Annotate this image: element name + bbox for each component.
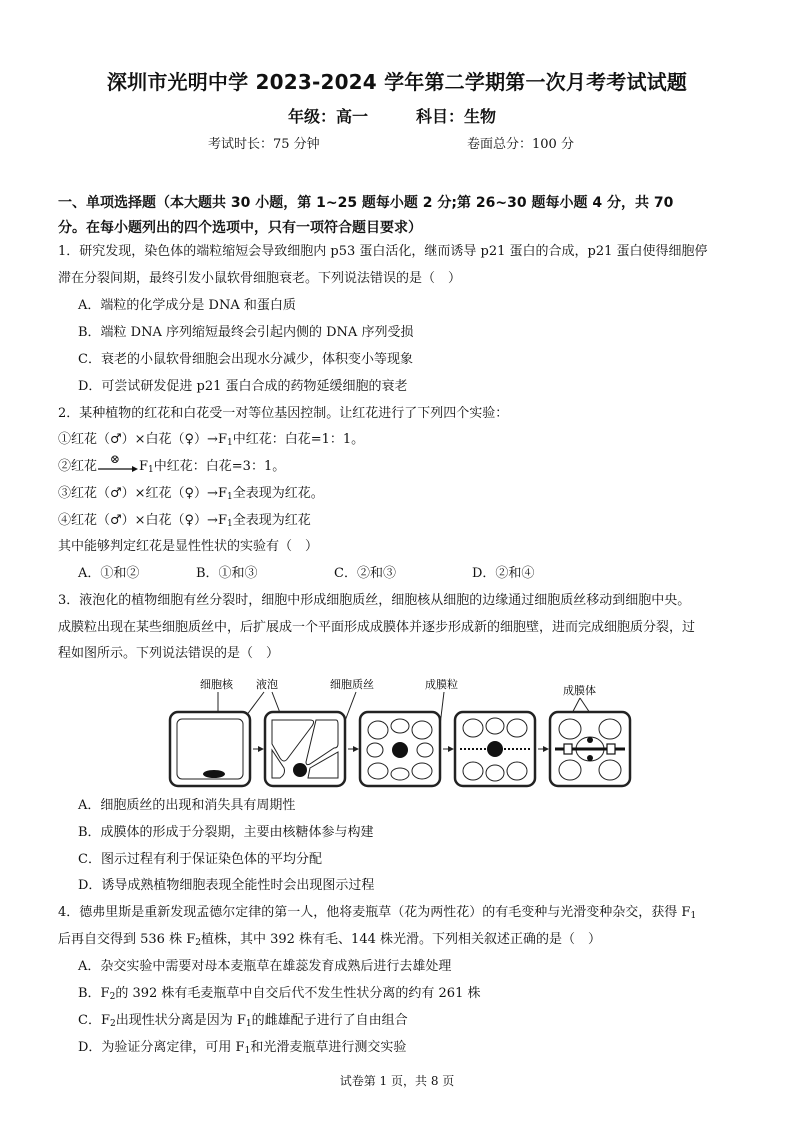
cell-stage-3 xyxy=(360,712,440,786)
q3-option-d: D．诱导成熟植物细胞表现全能性时会出现图示过程 xyxy=(78,878,375,893)
exam-duration: 考试时长：75 分钟 xyxy=(208,137,320,152)
cell-division-figure xyxy=(160,674,640,792)
q2-experiment-3: ③红花（♂）×红花$(♀)\to F_1$全表现为红花。 xyxy=(58,486,324,502)
section-heading-line2: 分。在每小题列出的四个选项中，只有一项符合题目要求） xyxy=(58,220,422,236)
q3-stem-line3: 程如图所示。下列说法错误的是（ ） xyxy=(58,646,280,661)
total-score: 卷面总分：100 分 xyxy=(467,137,574,152)
q2-option-c: C．②和③ xyxy=(334,566,396,581)
page-footer: 试卷第 1 页，共 8 页 xyxy=(339,1074,455,1088)
section-heading-line1: 一、单项选择题（本大题共 30 小题，第 1~25 题每小题 2 分;第 26~30 题每小题 4 分，共 70 xyxy=(58,195,674,211)
q4-option-d: D．为验证分离定律，可用 $F_1$和光滑麦瓶草进行测交实验 xyxy=(78,1040,407,1056)
grade-label: 年级：高一 xyxy=(288,107,369,126)
q1-option-c: C．衰老的小鼠软骨细胞会出现水分减少，体积变小等现象 xyxy=(78,352,413,367)
q1-stem-line1: 1．研究发现，染色体的端粒缩短会导致细胞内 p53 蛋白活化，继而诱导 p21 蛋白的合成，p21 蛋白使得细胞停 xyxy=(58,244,708,259)
label-vacuole: 液泡 xyxy=(256,678,278,691)
q1-option-b: B．端粒 DNA 序列缩短最终会引起内侧的 DNA 序列受损 xyxy=(78,325,414,340)
q3-option-a: A．细胞质丝的出现和消失具有周期性 xyxy=(78,798,296,813)
label-cytoplasmic-strand: 细胞质丝 xyxy=(330,678,374,691)
q1-option-d: D．可尝试研发促进 p21 蛋白合成的药物延缓细胞的衰老 xyxy=(78,379,408,394)
exam-title: 深圳市光明中学 2023-2024 学年第二学期第一次月考考试试题 xyxy=(106,70,688,94)
q4-option-c: C．$F_2$出现性状分离是因为 $F_1$的雌雄配子进行了自由组合 xyxy=(78,1013,408,1029)
label-nucleus: 细胞核 xyxy=(200,678,233,691)
cell-stage-4 xyxy=(455,712,535,786)
q4-stem-line2: 后再自交得到 536 株 $F_2$植株，其中 392 株有毛、144 株光滑。下列相关叙述正确的是（ ） xyxy=(58,932,601,948)
q4-stem-line1: 4．德弗里斯是重新发现孟德尔定律的第一人，他将麦瓶草（花为两性花）的有毛变种与光滑变种杂交，获得 $F_1$ xyxy=(58,905,697,921)
q3-option-b: B．成膜体的形成于分裂期，主要由核糖体参与构建 xyxy=(78,825,374,840)
q1-stem-line2: 滞在分裂间期，最终引发小鼠软骨细胞衰老。下列说法错误的是（ ） xyxy=(58,271,462,286)
q3-stem-line2: 成膜粒出现在某些细胞质丝中，后扩展成一个平面形成成膜体并逐步形成新的细胞壁，进而完成细胞质分裂，过 xyxy=(58,620,696,635)
label-phragmoplast-granule: 成膜粒 xyxy=(425,678,458,691)
selfing-arrow: ⊗ xyxy=(97,460,139,474)
q2-option-d: D．②和④ xyxy=(472,566,535,581)
q1-option-a: A．端粒的化学成分是 DNA 和蛋白质 xyxy=(78,298,296,313)
q2-experiment-2: ②红花 ⊗ $F_1$中红花：白花=3：1。 xyxy=(58,451,286,475)
q2-stem: 2．某种植物的红花和白花受一对等位基因控制。让红花进行了下列四个实验： xyxy=(58,406,509,421)
q2-ask: 其中能够判定红花是显性性状的实验有（ ） xyxy=(58,539,319,554)
label-phragmoplast: 成膜体 xyxy=(563,684,596,697)
q4-option-a: A．杂交实验中需要对母本麦瓶草在雄蕊发育成熟后进行去雄处理 xyxy=(78,959,452,974)
q3-stem-line1: 3．液泡化的植物细胞有丝分裂时，细胞中形成细胞质丝，细胞核从细胞的边缘通过细胞质丝移动到细胞中央。 xyxy=(58,593,691,608)
subject-label: 科目：生物 xyxy=(416,107,497,126)
cell-stage-5 xyxy=(550,712,630,786)
q3-option-c: C．图示过程有利于保证染色体的平均分配 xyxy=(78,852,322,867)
q2-experiment-4: ④红花（♂）×白花$(♀)\to F_1$全表现为红花 xyxy=(58,513,311,529)
q4-option-b: B．$F_2$的 392 株有毛麦瓶草中自交后代不发生性状分离的约有 261 株 xyxy=(78,986,481,1002)
q2-option-b: B．①和③ xyxy=(196,566,258,581)
cell-stage-1 xyxy=(170,712,250,786)
cell-stage-2 xyxy=(265,712,345,786)
q2-experiment-1: ①红花（♂）×白花$(♀)\to F_1$中红花：白花=1：1。 xyxy=(58,432,365,448)
q2-option-a: A．①和② xyxy=(78,566,140,581)
